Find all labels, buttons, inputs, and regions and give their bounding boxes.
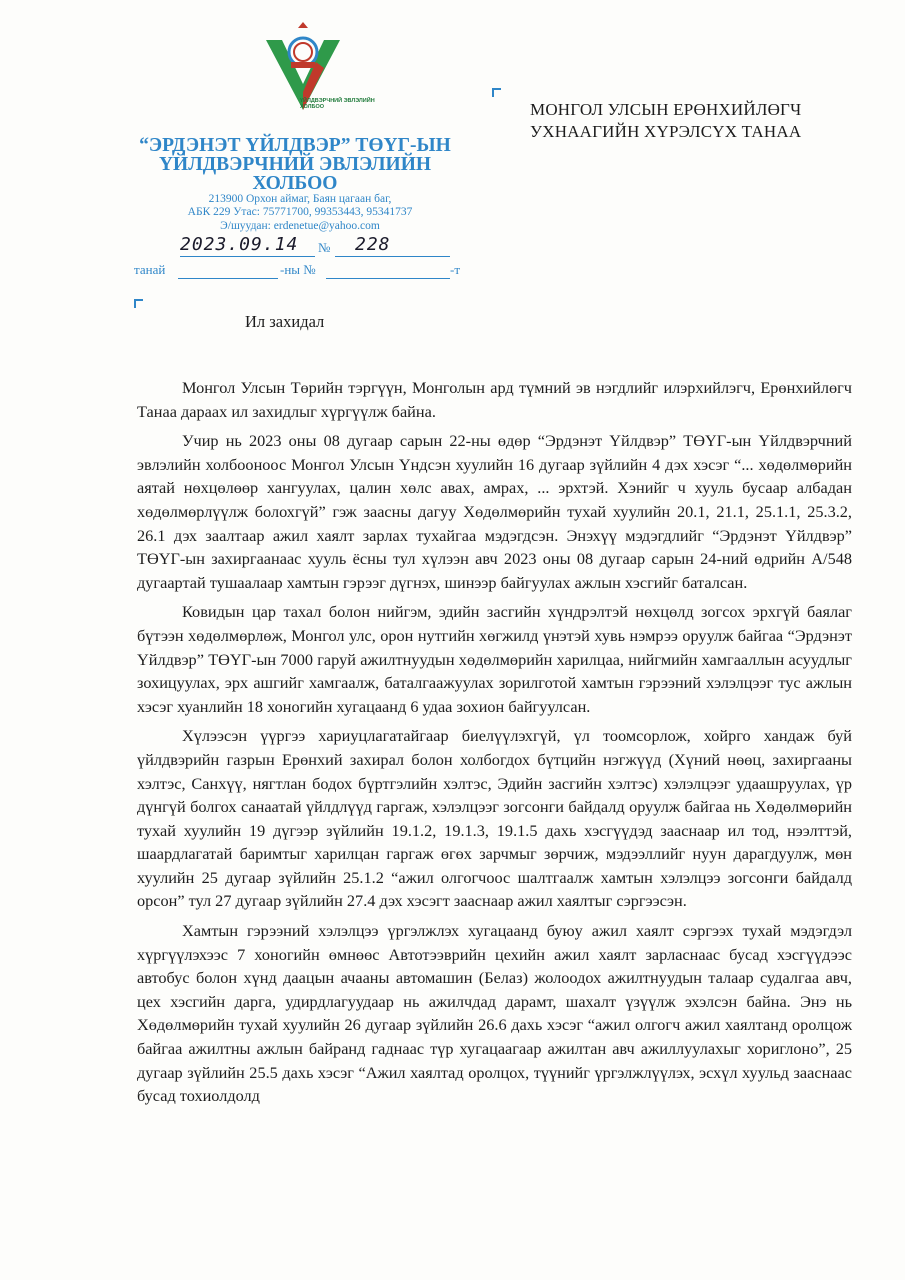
paragraph-4: Хүлээсэн үүргээ хариуцлагатайгаар биелүүлэхгүй, үл тоомсорлож, хойрго хандаж буй үйлдвэрийн газрын Ерөнхий захирал болон холбогдох бүтцийн нэгжүүд (Хүний нөөц, захиргааны хэлтэс, Санхүү, нягтлан бодох бүртгэлийн хэлтэс, Эдийн засгийн хэлтэс) хэлэлцээг удаашруулах, үр дүнгүй болгох санаатай үйлдлүүд гаргаж, хэлэлцээг зогсонги байдалд оруулж байгаа нь Хөдөлмөрийн тухай хуулийн 19 дүгээр зүйлийн 19.1.2, 19.1.3, 19.1.5 дахь хэсгүүдэд зааснаар ил тод, нээлттэй, шаардлагатай баримтыг харилцан гаргаж өгөх зарчмыг зөрчиж, мэдээллийг нуун дарагдуулж, мөн хуулийн 25 дугаар зүйлийн 25.1.2 “ажил олгогчоос шалтгаалж хамтын хэлэлцээ зогсонги байдалд орсон” тул 27 дугаар зүйлийн 27.4 дэх хэсэгт зааснаар ажил хаялтыг сэргээсэн.	[137, 726, 852, 911]
corner-mark-left	[134, 299, 143, 308]
paragraph-3: Ковидын цар тахал болон нийгэм, эдийн засгийн хүндрэлтэй нөхцөлд зогсох эрхгүй баялаг бүтээн хөдөлмөрлөж, Монгол улс, орон нутгийн хөгжилд үнэтэй хувь нэмрээ оруулж байгаа “Эрдэнэт Үйлдвэр” ТӨҮГ-ын 7000 гаруй ажилтнуудын хөдөлмөрийн харилцаа, нийгмийн хамгааллын асуудлыг зохицуулах, эрх ашгийг хамгаалж, баталгаажуулах зорилготой хамтын гэрээний хэлэлцээг тус ажлын хэсэг хуанлийн 18 хоногийн хугацаанд 6 удаа зохион байгуулсан.	[137, 602, 852, 716]
paragraph-2: Учир нь 2023 оны 08 дугаар сарын 22-ны өдөр “Эрдэнэт Үйлдвэр” ТӨҮГ-ын Үйлдвэрчний эвлэлийн холбооноос Монгол Улсын Үндсэн хуулийн 16 дугаар зүйлийн 4 дэх хэсэг “... хөдөлмөрийн аятай нөхцөлөөр хангуулах, цалин хөлс авах, амрах, ... эрхтэй. Хэнийг ч хууль бусаар албадан хөдөлмөрлүүлж болохгүй” гэж заасны дагуу Хөдөлмөрийн тухай хуулийн 20.1, 21.1, 25.1.1, 25.3.2, 26.1 дэх заалтаар ажил хаялт зарлах тухайгаа мэдэгдсэн. Энэхүү мэдэгдлийг “Эрдэнэт Үйлдвэр” ТӨҮГ-ын захиргаанаас хууль ёсны тул хүлээн авч 2023 оны 08 дугаар сарын 24-ний өдрийн А/548 дугаартай тушаалаар хамтын гэрээг дүгнэх, шинээр байгуулах ажлын хэсгийг баталсан.	[137, 431, 852, 592]
recipient-line-2: УХНААГИЙН ХҮРЭЛСҮХ ТАНАА	[530, 122, 802, 141]
organization-name: “ЭРДЭНЭТ ҮЙЛДВЭР” ТӨҮГ-ЫН ҮЙЛДВЭРЧНИЙ ЭВЛЭЛИЙН ХОЛБОО	[139, 135, 451, 194]
address-line-1: 213900 Орхон аймаг, Баян цагаан баг,	[208, 193, 392, 205]
number-handwritten: 228	[355, 234, 391, 255]
email-line: Э/шуудан: erdenetue@yahoo.com	[220, 220, 380, 232]
ny-no-label: -ны №	[280, 262, 316, 277]
logo-caption: ҮЙЛДВЭРЧНИЙ ЭВЛЭЛИЙН ХОЛБОО	[300, 98, 375, 110]
address-line-2: АБК 229 Утас: 75771700, 99353443, 95341737	[187, 206, 413, 218]
recipient-line-1: МОНГОЛ УЛСЫН ЕРӨНХИЙЛӨГЧ	[530, 100, 802, 119]
number-label: №	[318, 240, 331, 255]
letter-body	[137, 376, 852, 1114]
letter-subject: Ил захидал	[245, 312, 325, 331]
recipient-block	[530, 99, 860, 143]
date-number-row	[140, 236, 460, 258]
paragraph-5: Хамтын гэрээний хэлэлцээ үргэлжлэх хугацаанд буюу ажил хаялт сэргээх тухай мэдэгдэл хүргүүлэхээс 7 хоногийн өмнөөс Автотээврийн цехийн ажил хаялт зарласнаас бусад хэсгүүдээс автобус болон хүнд даацын ачааны автомашин (Белаз) жолоодох ажилтнуудын талаар судалгаа авч, цех хэсгийн дарга, удирдлагуудаар нь ажилчдад дарамт, шахалт үзүүлж эхэлсэн байна. Энэ нь Хөдөлмөрийн тухай хуулийн 26 дугаар зүйлийн 26.6 дахь хэсэг “ажил олгогч ажил хаялтанд оролцож байгаа ажилтны ажлын байранд гаднаас түр хугацаагаар ажилтан авч ажиллуулахыг хориглоно”, 25 дугаар зүйлийн 25.5 дахь хэсэг “Ажил хаялтад оролцох, түүнийг үргэлжлүүлэх, эсхүл хуульд зааснаас бусад тохиолдолд	[137, 921, 852, 1106]
reference-row	[134, 262, 464, 282]
date-handwritten: 2023.09.14	[180, 234, 299, 255]
corner-mark-right	[492, 88, 501, 97]
t-label: -т	[450, 262, 461, 277]
tanai-label: танай	[134, 262, 166, 277]
paragraph-1: Монгол Улсын Төрийн тэргүүн, Монголын ард түмний эв нэгдлийг илэрхийлэгч, Ерөнхийлөгч Танаа дараах ил захидлыг хүргүүлж байна.	[137, 378, 852, 421]
